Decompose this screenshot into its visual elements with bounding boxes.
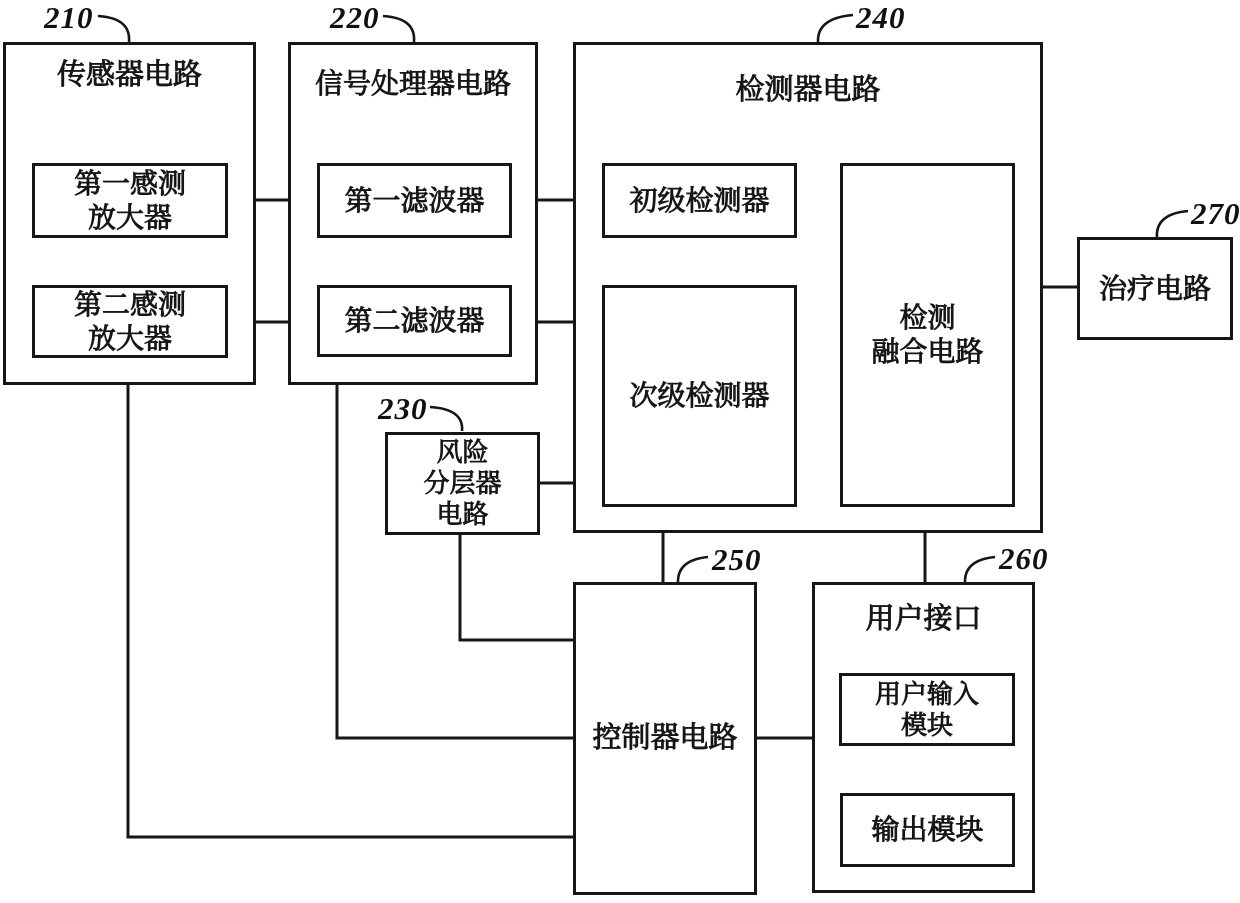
block-first-sense-amplifier: [32, 163, 228, 238]
block-title: 用户接口: [865, 603, 982, 635]
block-title: 检测器电路: [735, 74, 881, 106]
block-risk-stratifier-circuit: [385, 432, 540, 535]
ref-240: 240: [856, 0, 906, 35]
block-label-line: 第二感测: [73, 288, 186, 320]
block-output-module: [840, 793, 1015, 867]
block-label-line: 风险: [436, 437, 489, 468]
block-primary-detector: [602, 163, 797, 238]
block-label-line: 检测: [899, 302, 956, 334]
block-label: 第一滤波器: [344, 184, 485, 216]
block-label-line: 分层器: [423, 468, 502, 499]
block-label-line: 融合电路: [871, 336, 984, 367]
block-label: 控制器电路: [592, 722, 738, 755]
block-title: 信号处理器电路: [314, 68, 511, 99]
block-label-line: 模块: [900, 709, 953, 740]
block-detection-fusion-circuit: [840, 163, 1015, 507]
ref-250: 250: [712, 542, 762, 577]
block-therapy-circuit: [1077, 237, 1233, 340]
ref-260: 260: [999, 541, 1049, 576]
block-second-sense-amplifier: [32, 285, 228, 358]
block-label-line: 放大器: [87, 201, 172, 233]
block-label: 输出模块: [871, 814, 984, 846]
block-label: 治疗电路: [1098, 272, 1211, 304]
block-title: 传感器电路: [56, 59, 202, 91]
block-secondary-detector: [602, 285, 797, 507]
block-label: 第二滤波器: [344, 305, 485, 337]
block-label-line: 第一感测: [73, 167, 186, 199]
block-label-line: 电路: [436, 498, 489, 529]
block-label: 初级检测器: [629, 184, 770, 216]
ref-220: 220: [330, 0, 380, 35]
block-controller-circuit: [573, 582, 757, 895]
block-user-input-module: [839, 673, 1015, 746]
block-first-filter: [317, 163, 512, 238]
ref-210: 210: [44, 0, 94, 35]
block-second-filter: [317, 285, 512, 357]
block-label-line: 放大器: [87, 322, 172, 354]
block-label-line: 用户输入: [874, 678, 979, 709]
ref-270: 270: [1191, 196, 1240, 231]
ref-230: 230: [378, 391, 428, 426]
block-label: 次级检测器: [629, 380, 770, 412]
